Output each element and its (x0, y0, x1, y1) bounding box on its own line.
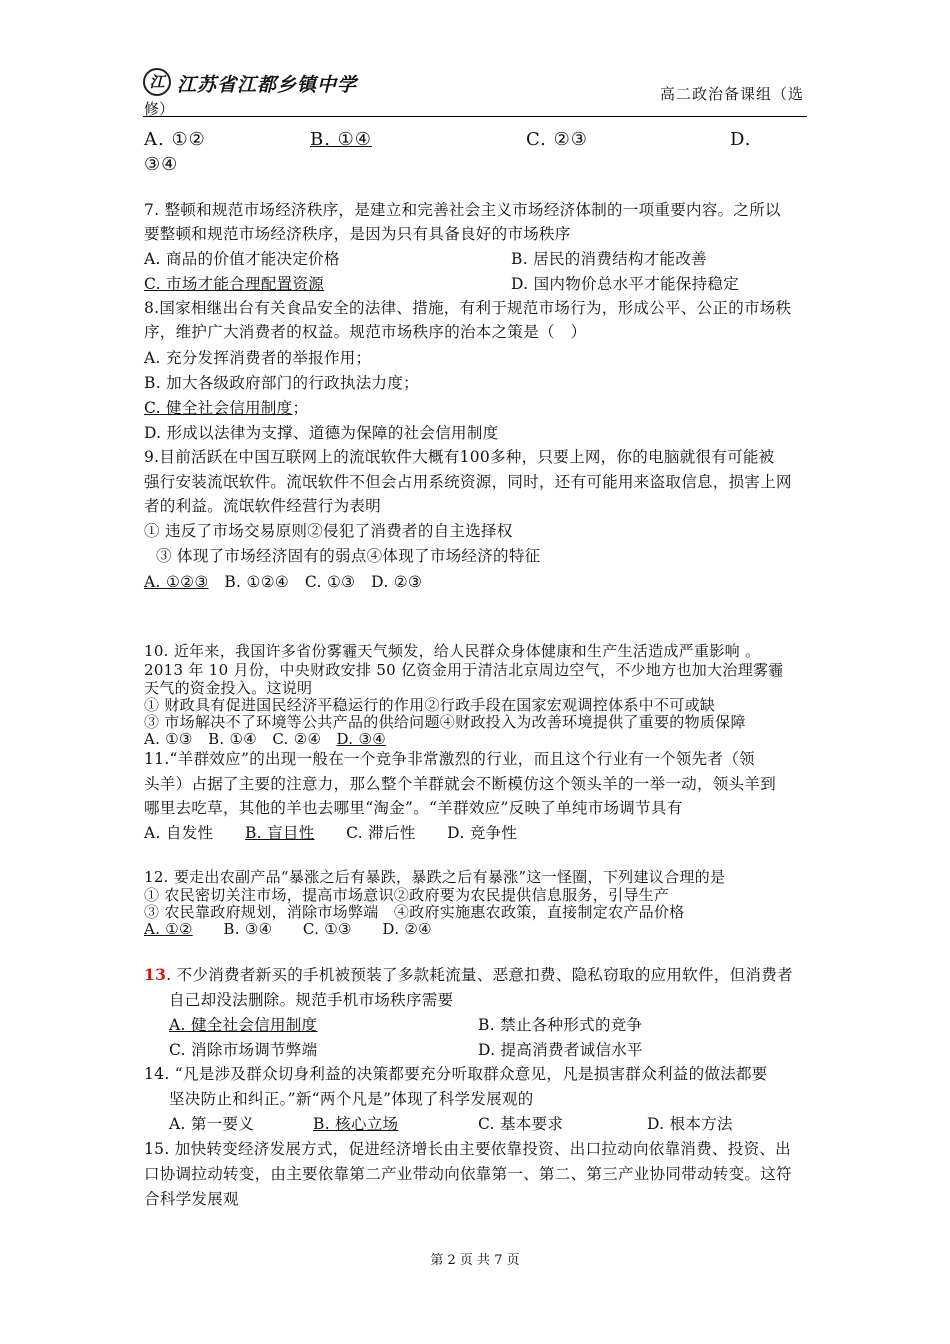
q10-stem-line3: 天气的资金投入。这说明 (144, 679, 313, 697)
q7-option-a: A. 商品的价值才能决定价格 (144, 250, 340, 268)
q10-stem-line2: 2013 年 10 月份，中央财政安排 50 亿资金用于清洁北京周边空气，不少地方也加大治理雾霾 (144, 661, 784, 679)
q14-option-c: C. 基本要求 (478, 1115, 564, 1133)
q15-stem-line2: 口协调拉动转变，由主要依靠第二产业带动向依靠第一、第二、第三产业协同带动转变。这符 (144, 1165, 792, 1183)
q6-option-d-value: ③④ (144, 154, 179, 175)
q9-statements-2: ③ 体现了市场经济固有的弱点④体现了市场经济的特征 (156, 547, 541, 565)
q8-option-d: D. 形成以法律为支撑、道德为保障的社会信用制度 (144, 424, 499, 442)
q9-options-rest: B. ①②④ C. ①③ D. ②③ (224, 573, 423, 591)
q15-stem-line1: 15. 加快转变经济发展方式，促进经济增长由主要依靠投资、出口拉动向依靠消费、投资、出 (144, 1140, 791, 1158)
school-emblem-icon: 江 (143, 68, 171, 96)
header-divider (143, 116, 807, 117)
school-name: 江苏省江都乡镇中学 (177, 74, 358, 96)
q7-option-b: B. 居民的消费结构才能改善 (511, 250, 707, 268)
q9-options-line (144, 570, 422, 592)
q6-option-b: B. ①④ (310, 129, 372, 150)
q8-option-c: C. 健全社会信用制度 (144, 399, 293, 417)
q13-option-d: D. 提高消费者诚信水平 (478, 1041, 643, 1059)
q12-statements-1: ① 农民密切关注市场，提高市场意识②政府要为农民提供信息服务，引导生产 (144, 886, 670, 904)
school-logo (143, 68, 358, 102)
q10-options-line (144, 728, 386, 749)
q11-option-b: B. 盲目性 (244, 824, 315, 842)
q9-statements-1: ① 违反了市场交易原则②侵犯了消费者的自主选择权 (144, 522, 513, 540)
q13-option-b: B. 禁止各种形式的竞争 (478, 1016, 643, 1034)
q14-option-a: A. 第一要义 (169, 1115, 255, 1133)
q7-stem-line2: 要整顿和规范市场经济秩序，是因为只有具备良好的市场秩序 (144, 225, 571, 243)
q8-option-c-line (144, 396, 308, 418)
q11-stem-line2: 头羊）占据了主要的注意力，那么整个羊群就会不断模仿这个领头羊的一举一动，领头羊到 (144, 775, 777, 793)
q8-stem-line2: 序，维护广大消费者的权益。规范市场秩序的治本之策是（ ） (144, 323, 587, 341)
q14-stem-line1: 14. “凡是涉及群众切身利益的决策都要充分听取群众意见，凡是损害群众利益的做法都要 (144, 1065, 768, 1083)
q12-options-line (144, 918, 432, 939)
q8-option-c-punct: ； (292, 399, 309, 417)
q6-option-c: C. ②③ (526, 129, 588, 150)
q13-option-a: A. 健全社会信用制度 (169, 1016, 318, 1034)
q11-options-cd: C. 滞后性 D. 竞争性 (346, 824, 518, 842)
q11-stem-line1: 11.“羊群效应”的出现一般在一个竞争非常激烈的行业，而且这个行业有一个领先者（领 (144, 750, 755, 768)
q11-stem-line3: 哪里去吃草，其他的羊也去哪里“淘金”。“羊群效应”反映了单纯市场调节具有 (144, 799, 683, 817)
q10-statements-2: ③ 市场解决不了环境等公共产品的供给问题④财政投入为改善环境提供了重要的物质保障 (144, 713, 746, 731)
q7-option-d: D. 国内物价总水平才能保持稳定 (511, 275, 740, 293)
q13-stem-text: . 不少消费者新买的手机被预装了多款耗流量、恶意扣费、隐私窃取的应用软件，但消费者 (166, 966, 793, 984)
q13-stem-line1 (144, 963, 793, 985)
q9-option-a: A. ①②③ (144, 573, 209, 591)
q13-stem-line2: 自己却没法删除。规范手机市场秩序需要 (169, 991, 454, 1009)
q14-stem-line2: 坚决防止和纠正。”新“两个凡是”体现了科学发展观的 (169, 1090, 534, 1108)
q9-stem-line1: 9.目前活跃在中国互联网上的流氓软件大概有100多种，只要上网，你的电脑就很有可能被 (144, 448, 775, 466)
q9-stem-line3: 者的利益。流氓软件经营行为表明 (144, 497, 382, 515)
q13-option-c: C. 消除市场调节弊端 (169, 1041, 318, 1059)
q12-option-a: A. ①② (144, 920, 193, 938)
q10-option-d: D. ③④ (336, 730, 386, 748)
q10-statements-1: ① 财政具有促进国民经济平稳运行的作用②行政手段在国家宏观调控体系中不可或缺 (144, 696, 716, 714)
q12-statements-2: ③ 农民靠政府规划，消除市场弊端 ④政府实施惠农政策，直接制定农产品价格 (144, 903, 685, 921)
q14-option-d: D. 根本方法 (647, 1115, 733, 1133)
q11-option-a: A. 自发性 (144, 824, 214, 842)
q12-options-rest: B. ③④ C. ①③ D. ②④ (223, 920, 432, 938)
q8-option-b: B. 加大各级政府部门的行政执法力度； (144, 374, 419, 392)
q15-stem-line3: 合科学发展观 (144, 1190, 239, 1208)
q11-options-line (144, 821, 517, 843)
q10-options: A. ①③ B. ①④ C. ②④ (144, 730, 322, 748)
header-group-suffix: 修） (144, 100, 175, 118)
q8-option-a: A. 充分发挥消费者的举报作用； (144, 349, 372, 367)
q9-stem-line2: 强行安装流氓软件。流氓软件不但会占用系统资源，同时，还有可能用来盗取信息，损害上网 (144, 473, 792, 491)
q7-option-c: C. 市场才能合理配置资源 (144, 275, 325, 293)
q12-stem: 12. 要走出农副产品“暴涨之后有暴跌，暴跌之后有暴涨”这一怪圈，下列建议合理的是 (144, 868, 726, 886)
q8-stem-line1: 8.国家相继出台有关食品安全的法律、措施，有利于规范市场行为，形成公平、公正的市场秩 (144, 299, 792, 317)
q13-number: 13 (144, 965, 167, 984)
q7-stem-line1: 7. 整顿和规范市场经济秩序，是建立和完善社会主义市场经济体制的一项重要内容。之所以 (144, 201, 781, 219)
q6-option-d: D. (730, 129, 752, 150)
q6-option-a: A. ①② (144, 129, 206, 150)
q10-stem-line1: 10. 近年来，我国许多省份雾霾天气频发，给人民群众身体健康和生产生活造成严重影响 。 (144, 642, 761, 660)
page-number: 第 2 页 共 7 页 (430, 1253, 520, 1268)
header-group-label: 高二政治备课组（选 (660, 85, 805, 103)
q14-option-b: B. 核心立场 (313, 1115, 399, 1133)
